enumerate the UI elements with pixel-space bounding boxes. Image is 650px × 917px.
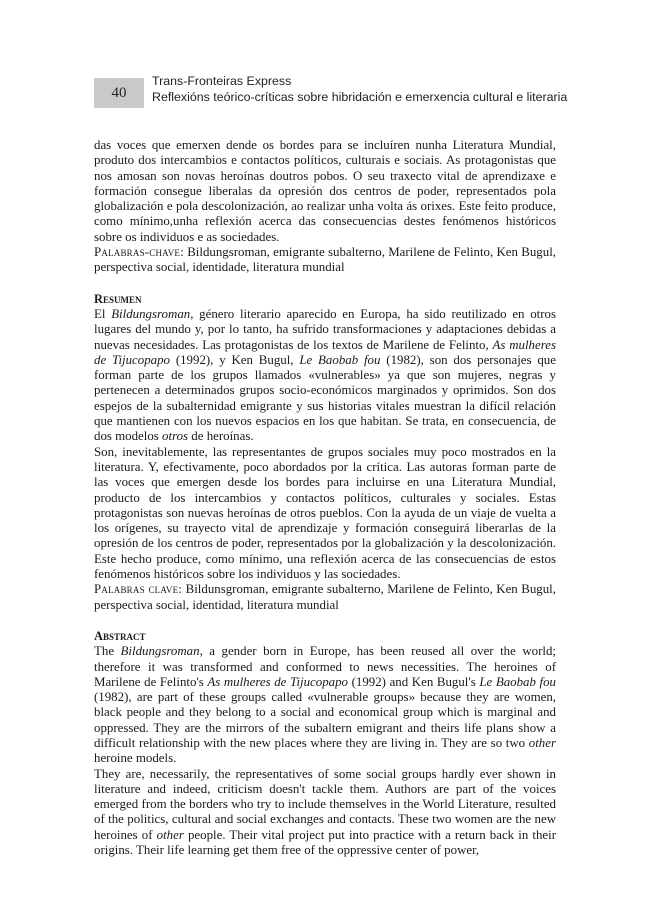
journal-title: Trans-Fronteiras Express [152, 74, 292, 88]
running-header [94, 72, 568, 108]
book-title: Le Baobab fou [299, 352, 381, 367]
resumen-paragraph-1: El Bildungsroman, género literario aparecido en Europa, ha sido reutilizado en otros lugares del mundo y, por lo tanto, ha sufrido transformaciones y adaptaciones debidas a nuevas necesidades. Las protagonistas de los textos de Marilene de Felinto, As mulheres de Tijucopapo (1992), y Ken Bugul, Le Baobab fou (1982), son dos personajes que forman parte de los grupos llamados «vulnerables» ya que son mujeres, negras y pertenecen a determinados grupos socio-económicos marginados y oprimidos. Son dos espejos de la subalternidad emigrante y sus historias vitales muestran la difícil relación que mantienen con los nuevos espacios en los que habitan. Se trata, en consecuencia, de dos modelos otros de heroínas. [94, 306, 556, 444]
book-title: Le Baobab fou [479, 674, 556, 689]
keywords-label: Palabras clave: [94, 582, 183, 597]
spanish-keywords [94, 582, 556, 613]
resumen-paragraph-2: Son, inevitablemente, las representantes de grupos sociales muy poco mostrados en la literatura. Y, efectivamente, poco abordados por la crítica. Las autoras forman parte de las voces que emergen desde los bordes para incluirse en una Literatura Mundial, producto de los intercambios y contactos políticos, culturales y sociales. Estas protagonistas son nuevas heroínas de otros pueblos. Con la ayuda de un viaje de vuelta a los orígenes, su trayecto vital de aprendizaje y formación conseguirá liberarlas de la opresión de los centros de poder, representados por la globalización y la descolonización. Este hecho produce, como mínimo, una reflexión acerca de las consecuencias de estos fenómenos históricos sobre los individuos y las sociedades. [94, 444, 556, 582]
galician-keywords [94, 245, 556, 276]
italic-term: otros [162, 429, 189, 444]
keywords-text: Bildungsroman, emigrante subalterno, Marilene de Felinto, Ken Bugul, perspectiva social, identidade, literatura mundial [94, 245, 556, 275]
italic-term: other [156, 827, 184, 842]
book-title: As mulheres de Tijucopapo [207, 674, 349, 689]
galician-abstract-continuation: das voces que emerxen dende os bordes para se incluíren nunha Literatura Mundial, produto dos intercambios e contactos políticos, culturais e sociais. As protagonistas que nos amosan son novas heroínas doutros pobos. O seu traxecto vital de aprendizaxe e formación consegue liberalas da opresión dos centros de poder, representados pola globalización e pola descolonización, ao realizar unha volta ás orixes. Este feito produce, como mínimo,unha reflexión acerca das consecuencias destes fenómenos históricos sobre os individuos e as sociedades. [94, 138, 556, 244]
book-title: As mulheres de Tijucopapo [94, 337, 556, 367]
keywords-label: Palabras-chave: [94, 245, 184, 260]
running-title-block [152, 73, 567, 105]
abstract-paragraph-2: They are, necessarily, the representatives of some social groups hardly ever shown in literature and indeed, criticism doesn't tackle them. Authors are part of the voices emerged from the borders who try to include themselves in the World Literature, resulted of the politics, cultural and social exchanges and contacts. These two women are the new heroines of other people. Their vital project put into practice with a return back in their origins. Their life learning get them free of the oppressive center of power, [94, 766, 556, 858]
abstract-heading: Abstract [94, 628, 146, 643]
page-body [94, 138, 556, 858]
keywords-text: Bildunsgroman, emigrante subalterno, Marilene de Felinto, Ken Bugul, perspectiva social, identidad, literatura mundial [94, 582, 556, 612]
italic-term: Bildungsroman [120, 644, 200, 659]
abstract-paragraph-1: The Bildungsroman, a gender born in Europe, has been reused all over the world; therefore it was transformed and conformed to news necessities. The heroines of Marilene de Felinto's As mulheres de Tijucopapo (1992) and Ken Bugul's Le Baobab fou (1982), are part of these groups called «vulnerable groups» because they are women, black people and they belong to a social and economical group which is marginal and oppressed. They are the mirrors of the subaltern emigrant and theirs life plans show a difficult relationship with the new places where they are living in. They are so two other heroine models. [94, 644, 556, 766]
italic-term: other [528, 735, 556, 750]
italic-term: Bildungsroman [111, 306, 191, 321]
resumen-heading: Resumen [94, 291, 142, 306]
page-number: 40 [94, 78, 144, 108]
journal-subtitle: Reflexións teórico-críticas sobre hibridación e emerxencia cultural e literaria [152, 90, 568, 104]
